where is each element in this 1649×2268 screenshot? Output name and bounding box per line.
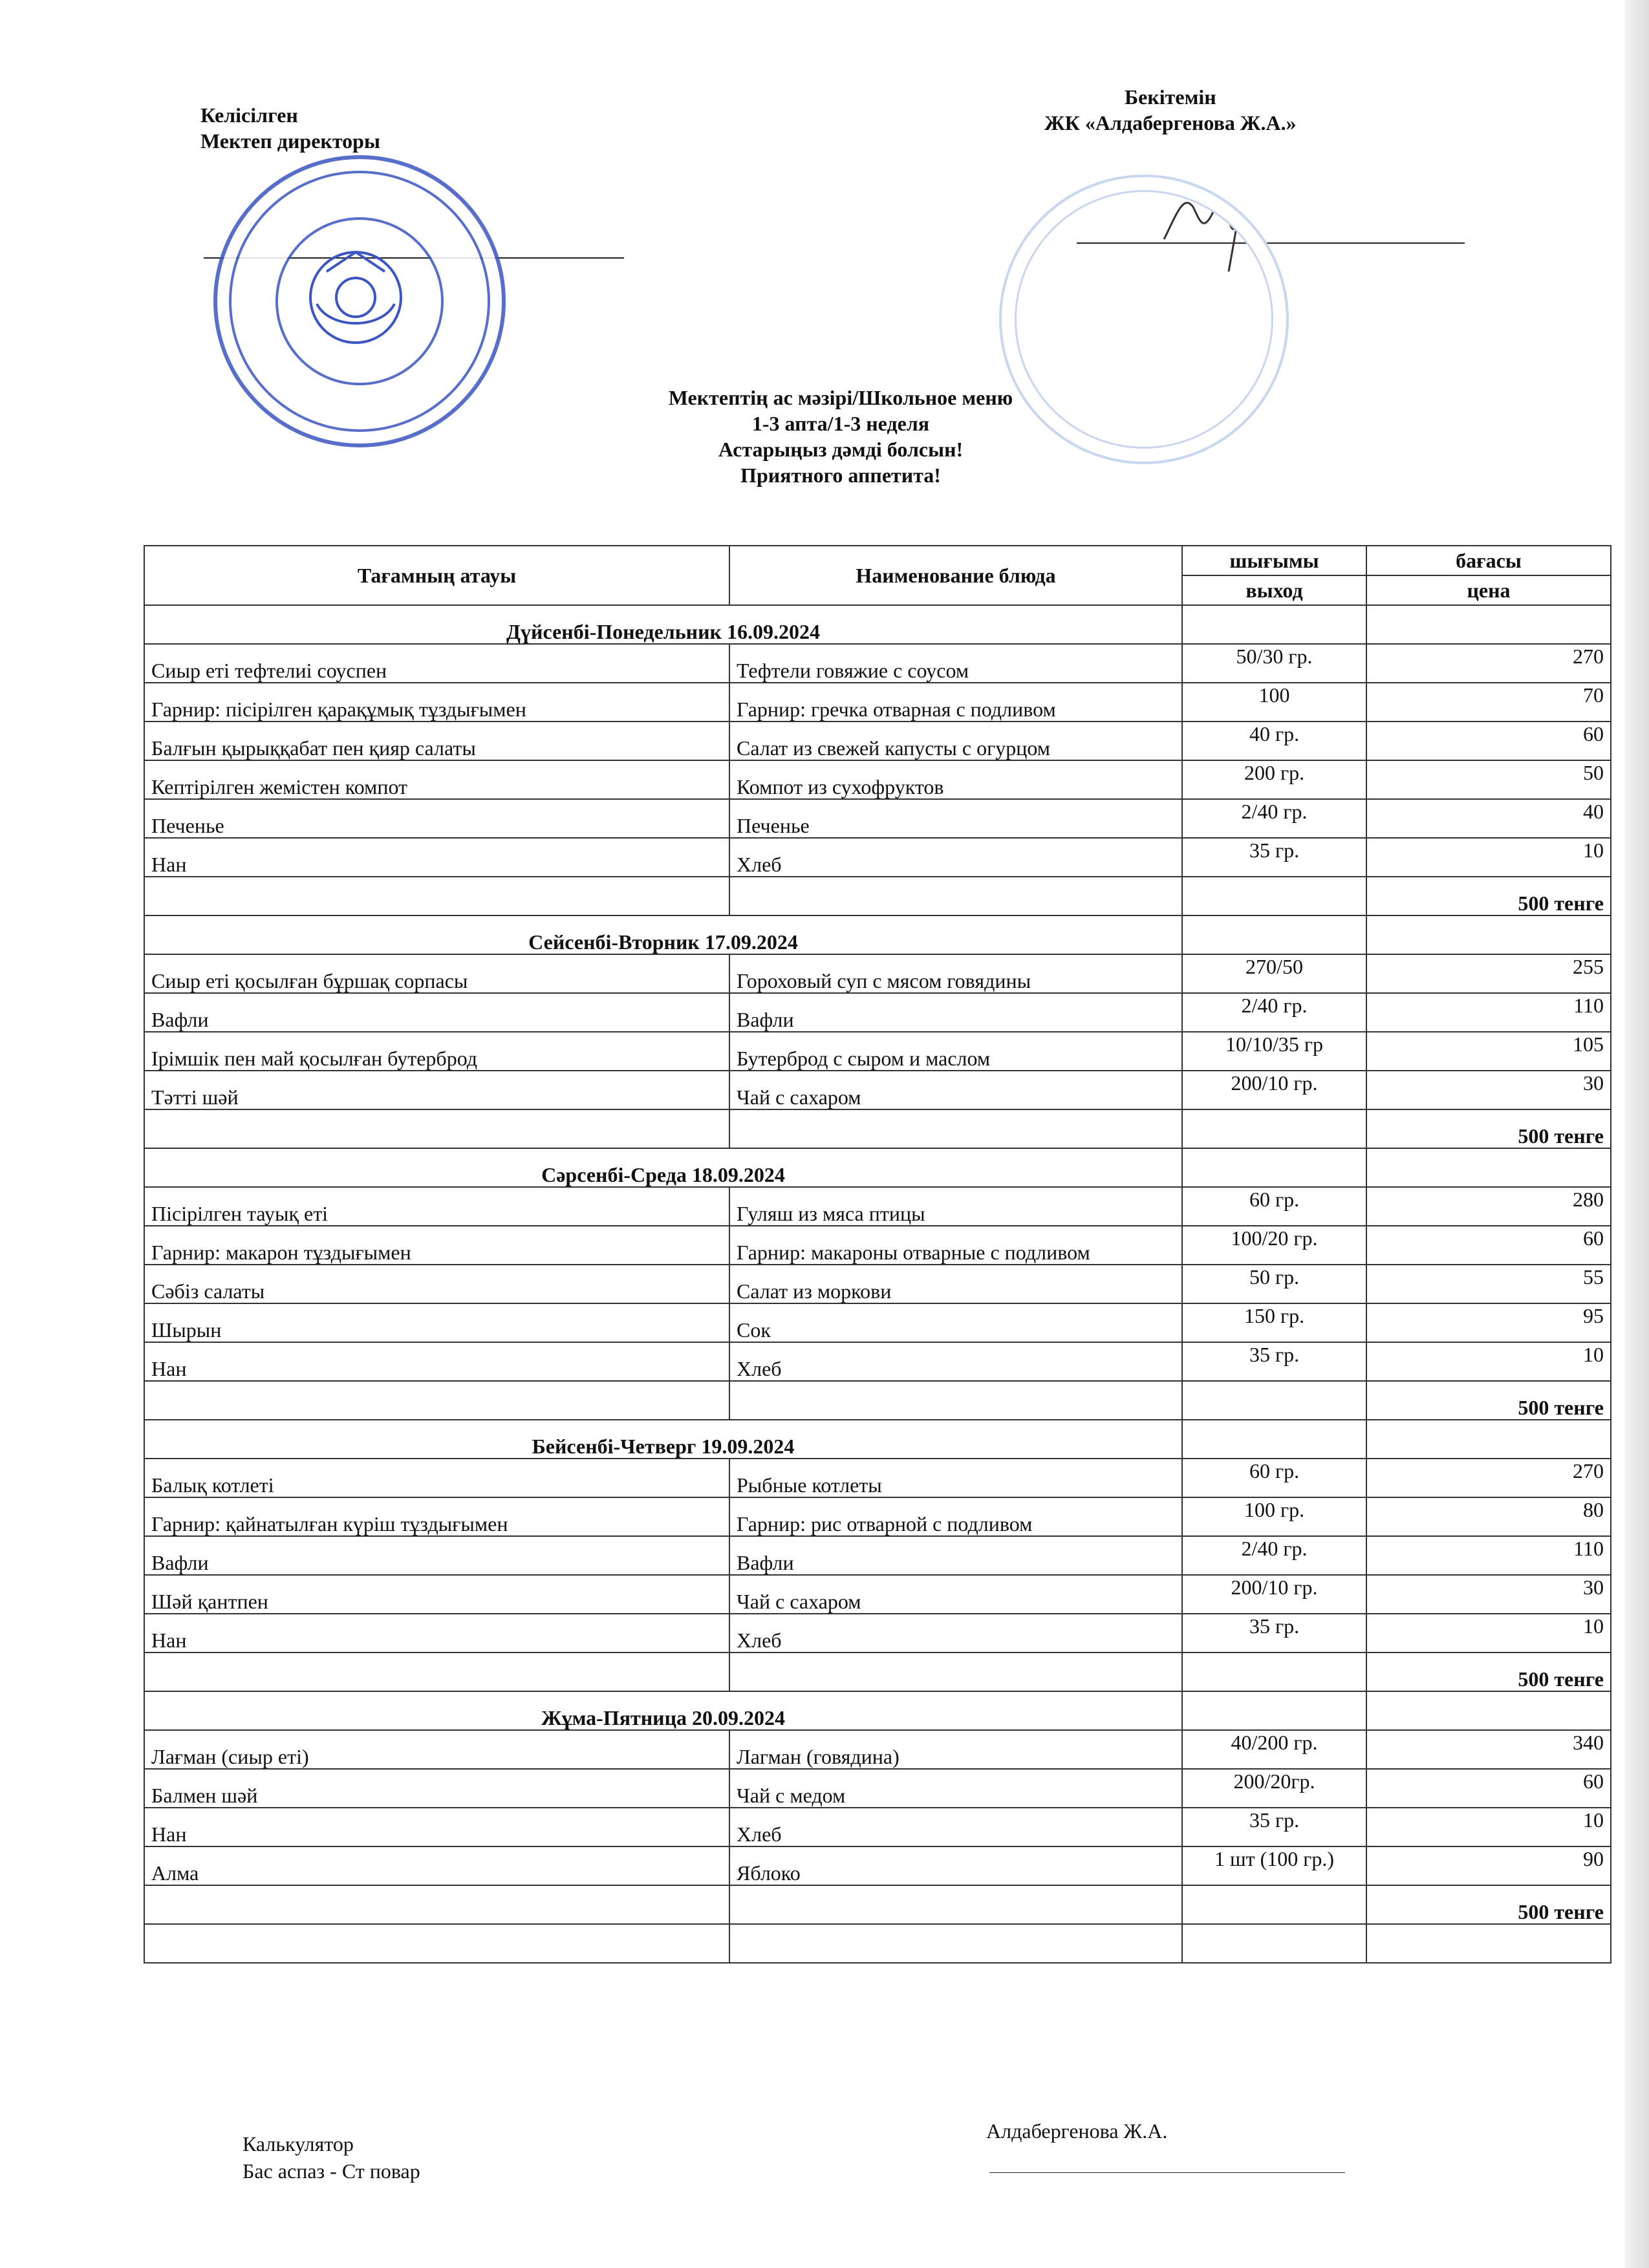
dish-name-kz: Балғын қырыққабат пен қияр салаты [144,722,729,760]
dish-name-ru: Сок [729,1303,1182,1342]
dish-name-ru: Вафли [729,1536,1182,1575]
table-row [144,1226,1611,1265]
empty-row [144,1924,1611,1963]
table-row [144,1846,1611,1885]
table-row [144,1032,1611,1071]
dish-output: 60 гр. [1182,1187,1366,1226]
empty-cell [729,877,1182,915]
total-row [144,1885,1611,1924]
scan-edge [1624,0,1649,2268]
dish-price: 280 [1366,1187,1611,1226]
dish-price: 10 [1366,838,1611,877]
footer-signature [986,2117,1167,2145]
dish-price: 10 [1366,1808,1611,1846]
empty-cell [144,1381,729,1420]
dish-price: 90 [1366,1846,1611,1885]
dish-price: 55 [1366,1265,1611,1303]
company-label: ЖК «Алдабергенова Ж.А.» [1044,111,1297,134]
table-row [144,1187,1611,1226]
table-row [144,1459,1611,1497]
dish-name-ru: Бутерброд с сыром и маслом [729,1032,1182,1071]
dish-name-ru: Хлеб [729,1342,1182,1381]
menu-body [144,605,1611,1963]
dish-output: 200/10 гр. [1182,1575,1366,1614]
total-row [144,1381,1611,1420]
title-line-1: Мектептің ас мәзірі/Школьное меню [668,386,1013,409]
empty-cell [1366,915,1611,954]
dish-price: 40 [1366,799,1611,838]
empty-cell [144,1109,729,1148]
empty-cell [729,1885,1182,1924]
total-row [144,1653,1611,1691]
dish-price: 95 [1366,1303,1611,1342]
dish-output: 10/10/35 гр [1182,1032,1366,1071]
dish-output: 200/20гр. [1182,1769,1366,1808]
calculator-label: Калькулятор [242,2132,354,2156]
day-title: Сәрсенбі-Среда 18.09.2024 [144,1148,1182,1187]
approval-block [200,102,380,154]
dish-name-kz: Балық котлеті [144,1459,729,1497]
dish-name-kz: Ірімшік пен май қосылған бутерброд [144,1032,729,1071]
dish-name-ru: Гороховый суп с мясом говядины [729,954,1182,993]
dish-name-ru: Печенье [729,799,1182,838]
empty-cell [1182,1381,1366,1420]
dish-price: 110 [1366,1536,1611,1575]
empty-cell [729,1381,1182,1420]
table-row [144,799,1611,838]
dish-name-kz: Шәй қантпен [144,1575,729,1614]
empty-cell [144,877,729,915]
dish-name-kz: Лағман (сиыр еті) [144,1730,729,1769]
dish-price: 10 [1366,1342,1611,1381]
title-line-4: Приятного аппетита! [740,464,941,487]
dish-price: 70 [1366,683,1611,722]
dish-name-kz: Сәбіз салаты [144,1265,729,1303]
empty-cell [1366,1924,1611,1963]
table-row [144,760,1611,799]
total-row [144,1109,1611,1148]
empty-cell [1182,1109,1366,1148]
director-label: Мектеп директоры [200,129,380,153]
dish-name-ru: Гарнир: макароны отварные с подливом [729,1226,1182,1265]
day-row [144,915,1611,954]
dish-name-kz: Кептірілген жемістен компот [144,760,729,799]
dish-name-kz: Гарнир: макарон тұздығымен [144,1226,729,1265]
approved-label: Келісілген [200,103,298,127]
dish-price: 255 [1366,954,1611,993]
dish-price: 270 [1366,644,1611,683]
dish-price: 60 [1366,1226,1611,1265]
day-row [144,1420,1611,1459]
day-total: 500 тенге [1366,1885,1611,1924]
empty-cell [144,1885,729,1924]
dish-price: 60 [1366,1769,1611,1808]
empty-cell [1366,1148,1611,1187]
dish-output: 50/30 гр. [1182,644,1366,683]
table-row [144,954,1611,993]
table-row [144,722,1611,760]
col-header-price-kz: бағасы [1366,546,1611,575]
footer-name: Алдабергенова Ж.А. [986,2119,1168,2143]
day-total: 500 тенге [1366,1109,1611,1148]
col-header-kz: Тағамның атауы [144,546,729,605]
dish-output: 2/40 гр. [1182,799,1366,838]
dish-output: 2/40 гр. [1182,993,1366,1032]
empty-cell [1182,1691,1366,1730]
dish-output: 40/200 гр. [1182,1730,1366,1769]
dish-name-kz: Вафли [144,1536,729,1575]
dish-price: 30 [1366,1071,1611,1109]
day-row [144,1148,1611,1187]
day-title: Сейсенбі-Вторник 17.09.2024 [144,915,1182,954]
dish-name-ru: Хлеб [729,1614,1182,1653]
table-row [144,1730,1611,1769]
chef-label: Бас аспаз - Ст повар [242,2159,420,2183]
table-row [144,1536,1611,1575]
dish-output: 50 гр. [1182,1265,1366,1303]
title-line-2: 1-3 апта/1-3 неделя [751,412,930,435]
dish-price: 80 [1366,1497,1611,1536]
confirm-label: Бекітемін [1124,85,1216,109]
dish-output: 100 гр. [1182,1497,1366,1536]
empty-cell [1366,1420,1611,1459]
dish-name-kz: Сиыр еті қосылған бұршақ сорпасы [144,954,729,993]
dish-name-ru: Рыбные котлеты [729,1459,1182,1497]
dish-name-kz: Гарнир: пісірілген қарақұмық тұздығымен [144,683,729,722]
day-row [144,1691,1611,1730]
table-row [144,838,1611,877]
dish-output: 100/20 гр. [1182,1226,1366,1265]
dish-name-ru: Лагман (говядина) [729,1730,1182,1769]
table-row [144,1769,1611,1808]
dish-output: 100 [1182,683,1366,722]
table-row [144,1575,1611,1614]
table-row [144,993,1611,1032]
day-title: Бейсенбі-Четверг 19.09.2024 [144,1420,1182,1459]
table-row [144,644,1611,683]
empty-cell [1182,1653,1366,1691]
empty-cell [1366,1691,1611,1730]
dish-name-kz: Балмен шәй [144,1769,729,1808]
dish-output: 35 гр. [1182,838,1366,877]
empty-cell [729,1109,1182,1148]
table-row [144,1497,1611,1536]
dish-price: 50 [1366,760,1611,799]
dish-output: 150 гр. [1182,1303,1366,1342]
dish-output: 270/50 [1182,954,1366,993]
dish-name-ru: Чай с сахаром [729,1575,1182,1614]
dish-price: 105 [1366,1032,1611,1071]
empty-cell [1182,915,1366,954]
day-total: 500 тенге [1366,1653,1611,1691]
dish-name-ru: Чай с сахаром [729,1071,1182,1109]
dish-name-kz: Сиыр еті тефтелиі соуспен [144,644,729,683]
table-row [144,1808,1611,1846]
empty-cell [1366,605,1611,644]
dish-price: 10 [1366,1614,1611,1653]
total-row [144,877,1611,915]
empty-cell [144,1653,729,1691]
col-header-output-ru: выход [1182,575,1366,605]
footer-roles [242,2130,420,2185]
dish-name-kz: Гарнир: қайнатылған күріш тұздығымен [144,1497,729,1536]
dish-name-ru: Яблоко [729,1846,1182,1885]
table-row [144,683,1611,722]
table-row [144,1071,1611,1109]
dish-name-ru: Вафли [729,993,1182,1032]
dish-name-kz: Пісірілген тауық еті [144,1187,729,1226]
dish-output: 1 шт (100 гр.) [1182,1846,1366,1885]
dish-name-kz: Тәтті шәй [144,1071,729,1109]
dish-output: 200 гр. [1182,760,1366,799]
dish-name-kz: Нан [144,838,729,877]
dish-name-ru: Тефтели говяжие с соусом [729,644,1182,683]
dish-price: 110 [1366,993,1611,1032]
dish-name-ru: Салат из свежей капусты с огурцом [729,722,1182,760]
dish-output: 35 гр. [1182,1342,1366,1381]
dish-name-ru: Хлеб [729,1808,1182,1846]
dish-name-ru: Гарнир: рис отварной с подливом [729,1497,1182,1536]
col-header-price-ru: цена [1366,575,1611,605]
title-line-3: Астарыңыз дәмді болсын! [718,438,964,461]
col-header-ru: Наименование блюда [729,546,1182,605]
dish-price: 60 [1366,722,1611,760]
day-title: Дүйсенбі-Понедельник 16.09.2024 [144,605,1182,644]
empty-cell [1182,1924,1366,1963]
table-row [144,1614,1611,1653]
footer-signature-line [989,2172,1345,2173]
empty-cell [144,1924,729,1963]
dish-output: 35 гр. [1182,1808,1366,1846]
page-title [0,385,1649,488]
dish-price: 340 [1366,1730,1611,1769]
dish-output: 200/10 гр. [1182,1071,1366,1109]
dish-name-ru: Гуляш из мяса птицы [729,1187,1182,1226]
dish-name-kz: Алма [144,1846,729,1885]
dish-output: 40 гр. [1182,722,1366,760]
table-row [144,1342,1611,1381]
dish-name-kz: Вафли [144,993,729,1032]
empty-cell [1182,877,1366,915]
empty-cell [729,1924,1182,1963]
dish-price: 30 [1366,1575,1611,1614]
dish-name-ru: Гарнир: гречка отварная с подливом [729,683,1182,722]
dish-name-kz: Шырын [144,1303,729,1342]
empty-cell [1182,605,1366,644]
empty-cell [729,1653,1182,1691]
day-title: Жұма-Пятница 20.09.2024 [144,1691,1182,1730]
dish-output: 2/40 гр. [1182,1536,1366,1575]
dish-name-kz: Нан [144,1614,729,1653]
confirm-block [1044,84,1297,136]
empty-cell [1182,1148,1366,1187]
dish-name-ru: Салат из моркови [729,1265,1182,1303]
table-row [144,1303,1611,1342]
day-total: 500 тенге [1366,1381,1611,1420]
table-row [144,1265,1611,1303]
dish-name-ru: Чай с медом [729,1769,1182,1808]
dish-name-kz: Нан [144,1808,729,1846]
dish-output: 60 гр. [1182,1459,1366,1497]
dish-price: 270 [1366,1459,1611,1497]
dish-name-kz: Печенье [144,799,729,838]
col-header-output-kz: шығымы [1182,546,1366,575]
empty-cell [1182,1885,1366,1924]
dish-name-kz: Нан [144,1342,729,1381]
menu-table [144,545,1611,1963]
dish-output: 35 гр. [1182,1614,1366,1653]
dish-name-ru: Компот из сухофруктов [729,760,1182,799]
day-row [144,605,1611,644]
dish-name-ru: Хлеб [729,838,1182,877]
day-total: 500 тенге [1366,877,1611,915]
empty-cell [1182,1420,1366,1459]
